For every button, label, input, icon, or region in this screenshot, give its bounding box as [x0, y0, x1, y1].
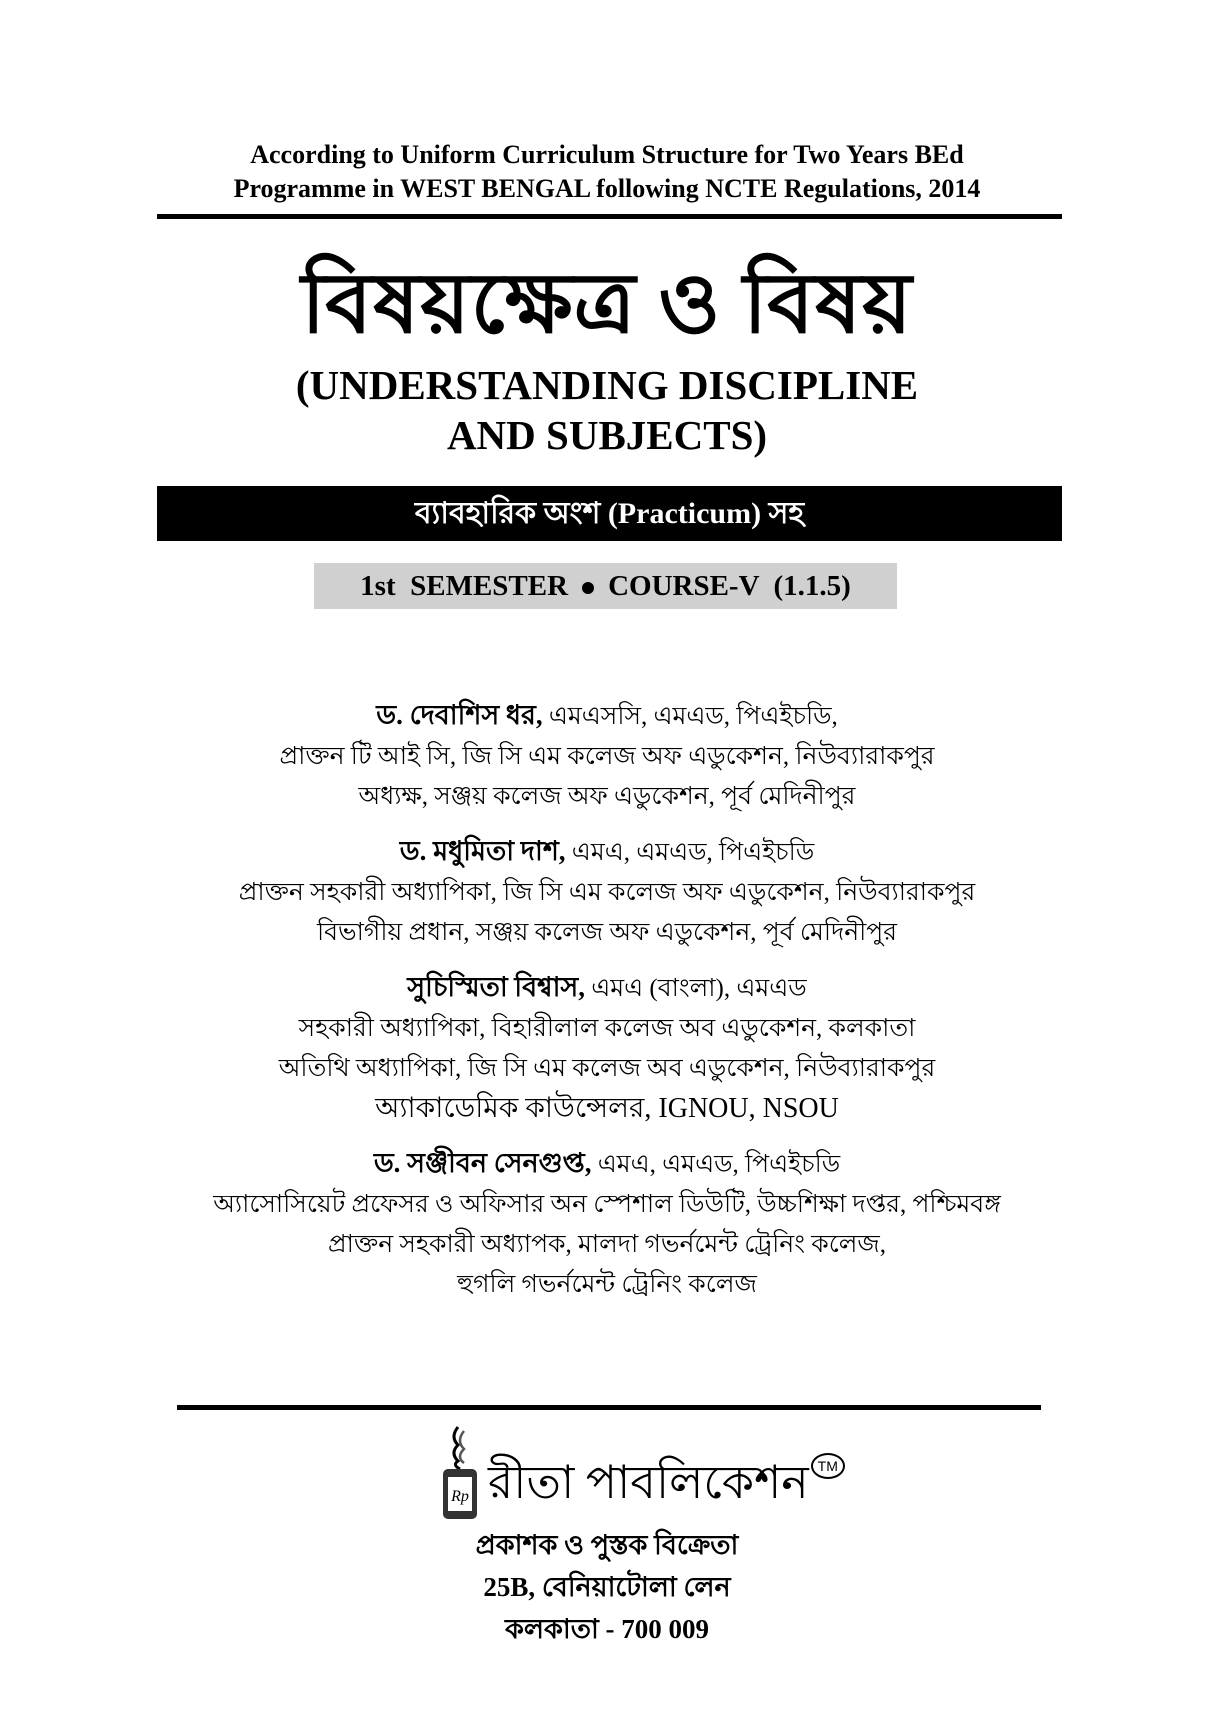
author-affiliation: হুগলি গভর্নমেন্ট ট্রেনিং কলেজ [457, 1271, 757, 1298]
author-affiliation: প্রাক্তন টি আই সি, জি সি এম কলেজ অফ এডুকেশন, নিউব্যারাকপুর [279, 743, 935, 770]
author-degrees: এমএ, এমএড, পিএইচডি [565, 839, 815, 866]
publisher-tagline: প্রকাশক ও পুস্তক বিক্রেতা [475, 1530, 739, 1560]
author-affiliation: অধ্যক্ষ, সঞ্জয় কলেজ অফ এডুকেশন, পূর্ব মেদিনীপুর [358, 783, 856, 810]
author-name: ড. দেবাশিস ধর, [376, 700, 543, 730]
author-degrees: এমএসসি, এমএড, পিএইচডি, [542, 703, 838, 730]
trademark-icon: TM [811, 1453, 845, 1479]
publisher-address-line2: কলকাতা - 700 009 [504, 1614, 710, 1644]
bottom-divider [177, 1405, 1041, 1410]
author-affiliation: অ্যাসোসিয়েট প্রফেসর ও অফিসার অন স্পেশাল ডিউটি, উচ্চশিক্ষা দপ্তর, পশ্চিমবঙ্গ [213, 1191, 1001, 1218]
author-affiliation: সহকারী অধ্যাপিকা, বিহারীলাল কলেজ অব এডুকেশন, কলকাতা [298, 1015, 916, 1042]
author-degrees: এমএ (বাংলা), এমএড [585, 975, 807, 1002]
author-block [0, 695, 1214, 1305]
author-2-name-line [0, 831, 1214, 873]
curriculum-note-line1: According to Uniform Curriculum Structure for Two Years BEd [250, 140, 964, 169]
author-affiliation: প্রাক্তন সহকারী অধ্যাপক, মালদা গভর্নমেন্ট ট্রেনিং কলেজ, [328, 1231, 886, 1258]
practicum-banner: ব্যাবহারিক অংশ (Practicum) সহ [157, 486, 1062, 541]
author-4-name-line [0, 1143, 1214, 1185]
semester-box [314, 563, 897, 609]
author-affiliation: বিভাগীয় প্রধান, সঞ্জয় কলেজ অফ এডুকেশন, পূর্ব মেদিনীপুর [316, 919, 897, 946]
semester-label: 1st SEMESTER [360, 570, 569, 602]
bullet-icon [582, 582, 594, 594]
author-degrees: এমএ, এমএড, পিএইচডি [591, 1151, 841, 1178]
candle-logo-icon [440, 1425, 480, 1520]
author-name: ড. মধুমিতা দাশ, [399, 836, 566, 866]
curriculum-note [0, 138, 1214, 206]
author-affiliation: অতিথি অধ্যাপিকা, জি সি এম কলেজ অব এডুকেশন, নিউব্যারাকপুর [278, 1055, 936, 1082]
author-3-name-line [0, 967, 1214, 1009]
top-divider [157, 214, 1062, 219]
author-affiliation: অ্যাকাডেমিক কাউন্সেলর, IGNOU, NSOU [375, 1093, 839, 1124]
curriculum-note-line2: Programme in WEST BENGAL following NCTE Regulations, 2014 [233, 174, 981, 203]
author-affiliation: প্রাক্তন সহকারী অধ্যাপিকা, জি সি এম কলেজ অফ এডুকেশন, নিউব্যারাকপুর [238, 879, 976, 906]
title-english-line2: AND SUBJECTS) [446, 412, 768, 458]
publisher-logo [440, 1425, 838, 1520]
publisher-name [488, 1453, 845, 1513]
publisher-info [0, 1524, 1214, 1650]
logo-monogram: Rp [451, 1488, 469, 1505]
author-1-name-line [0, 695, 1214, 737]
publisher-address-line1: 25B, বেনিয়াটোলা লেন [483, 1572, 731, 1602]
title-english [0, 360, 1214, 460]
course-label: COURSE-V (1.1.5) [608, 570, 851, 602]
publisher-name-text: রীতা পাবলিকেশন [488, 1457, 809, 1508]
author-name: ড. সঞ্জীবন সেনগুপ্ত, [373, 1148, 592, 1178]
title-bengali: বিষয়ক্ষেত্র ও বিষয় [301, 258, 913, 351]
author-name: সুচিস্মিতা বিশ্বাস, [407, 972, 586, 1002]
title-english-line1: (UNDERSTANDING DISCIPLINE [295, 362, 919, 408]
